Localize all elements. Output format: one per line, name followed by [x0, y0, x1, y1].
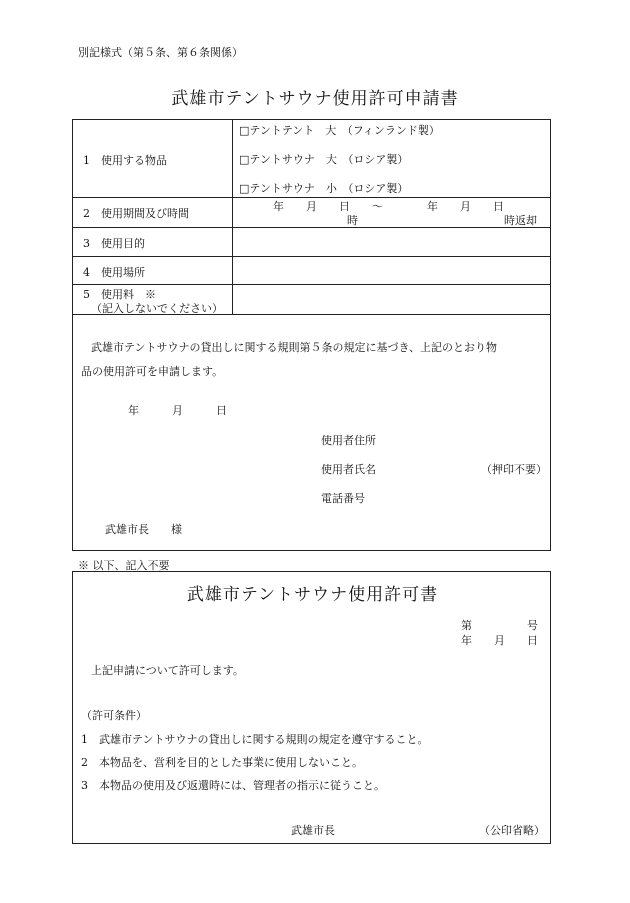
seal-not-required-note: （押印不要） — [481, 463, 547, 476]
permit-title: 武雄市テントサウナ使用許可書 — [186, 585, 439, 605]
period-label: 2 使用期間及び時間 — [83, 207, 189, 220]
permit-date: 年 月 日 — [461, 634, 538, 647]
application-body-line1: 武雄市テントサウナの貸出しに関する規則第５条の規定に基づき、上記のとおり物 — [91, 341, 498, 354]
row-divider — [73, 284, 550, 285]
row-divider — [73, 227, 550, 228]
permit-number: 第 号 — [461, 619, 538, 632]
fee-label: 5 使用料 ※ — [83, 288, 156, 301]
fee-note: （記入しないでください） — [91, 302, 223, 315]
application-body-line2: 品の使用許可を申請します。 — [81, 365, 224, 378]
application-title: 武雄市テントサウナ使用許可申請書 — [171, 89, 459, 109]
item-option-1[interactable]: □テントテント 大 （フィンランド製） — [239, 124, 440, 137]
form-reference-note: 別記様式（第５条、第６条関係） — [78, 46, 243, 59]
period-start-hour[interactable]: 時 — [347, 214, 358, 227]
user-name-label: 使用者氏名 — [321, 463, 376, 476]
item-option-2[interactable]: □テントサウナ 大 （ロシア製） — [239, 153, 409, 166]
official-seal-omitted-note: （公印省略） — [479, 824, 545, 837]
condition-item: 3 本物品の使用及び返還時には、管理者の指示に従うこと。 — [81, 779, 385, 792]
conditions-heading: （許可条件） — [81, 709, 147, 722]
application-form — [72, 119, 551, 551]
row-divider — [73, 256, 550, 257]
condition-item: 2 本物品を、営利を目的とした事業に使用しないこと。 — [81, 756, 363, 769]
user-address-label: 使用者住所 — [321, 434, 376, 447]
items-label: 1 使用する物品 — [83, 154, 167, 167]
place-label: 4 使用場所 — [83, 266, 145, 279]
approval-text: 上記申請について許可します。 — [91, 664, 244, 677]
application-date[interactable]: 年 月 日 — [128, 404, 227, 417]
addressee: 武雄市長 様 — [105, 523, 182, 536]
condition-item: 1 武雄市テントサウナの貸出しに関する規則の規定を遵守すること。 — [81, 733, 429, 746]
phone-number-label: 電話番号 — [321, 492, 365, 505]
permit-section — [72, 571, 551, 844]
item-option-3[interactable]: □テントサウナ 小 （ロシア製） — [239, 182, 409, 195]
period-dates[interactable]: 年 月 日 ～ 年 月 日 — [273, 200, 504, 213]
no-entry-note: ※ 以下、記入不要 — [78, 559, 170, 572]
period-return-hour[interactable]: 時返却 — [504, 214, 537, 227]
issuer: 武雄市長 — [291, 824, 335, 837]
purpose-label: 3 使用目的 — [83, 237, 145, 250]
